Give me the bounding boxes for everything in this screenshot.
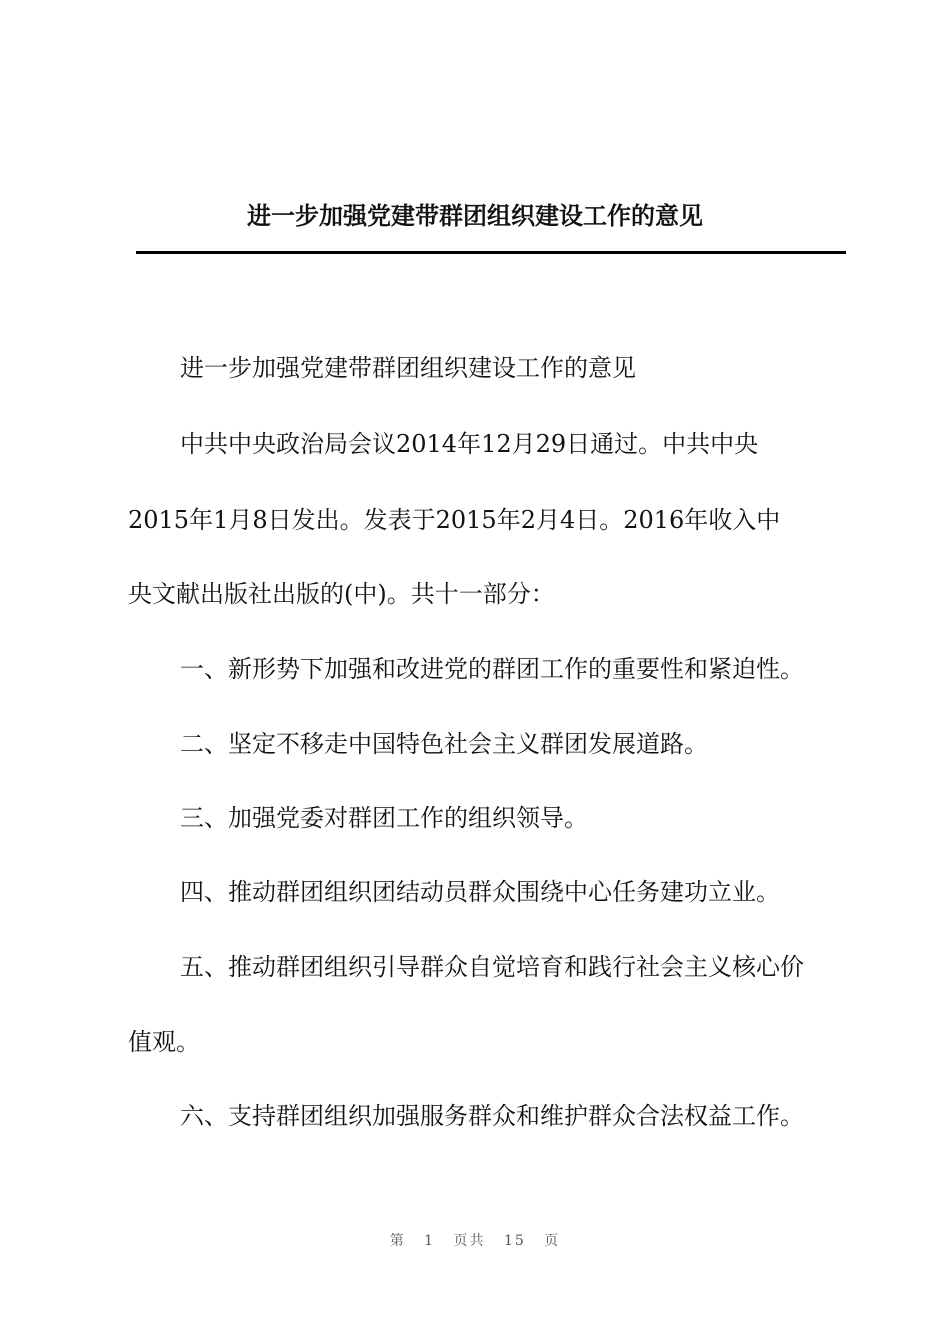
body-line-10: 值观。 [128,1028,200,1056]
footer-prefix: 第 [389,1233,406,1249]
footer-total-pages: 15 [504,1233,526,1249]
body-line-6: 二、坚定不移走中国特色社会主义群团发展道路。 [180,730,708,758]
footer-suffix: 页 [544,1233,561,1249]
footer-page-number: 1 [424,1233,436,1249]
body-line-2: 中共中央政治局会议2014年12月29日通过。中共中央 [180,430,759,458]
body-line-4: 央文献出版社出版的(中)。共十一部分： [128,580,555,608]
body-line-7: 三、加强党委对群团工作的组织领导。 [180,804,588,832]
body-line-1: 进一步加强党建带群团组织建设工作的意见 [180,354,636,382]
body-line-11: 六、支持群团组织加强服务群众和维护群众合法权益工作。 [180,1102,804,1130]
body-line-9: 五、推动群团组织引导群众自觉培育和践行社会主义核心价 [180,953,804,981]
page-footer [0,1230,950,1250]
document-title: 进一步加强党建带群团组织建设工作的意见 [247,202,703,230]
body-line-3: 2015年1月8日发出。发表于2015年2月4日。2016年收入中 [128,506,781,534]
body-line-5: 一、新形势下加强和改进党的群团工作的重要性和紧迫性。 [180,655,804,683]
body-line-8: 四、推动群团组织团结动员群众围绕中心任务建功立业。 [180,878,780,906]
footer-middle: 页共 [453,1233,486,1249]
title-underline-rule [136,251,846,254]
